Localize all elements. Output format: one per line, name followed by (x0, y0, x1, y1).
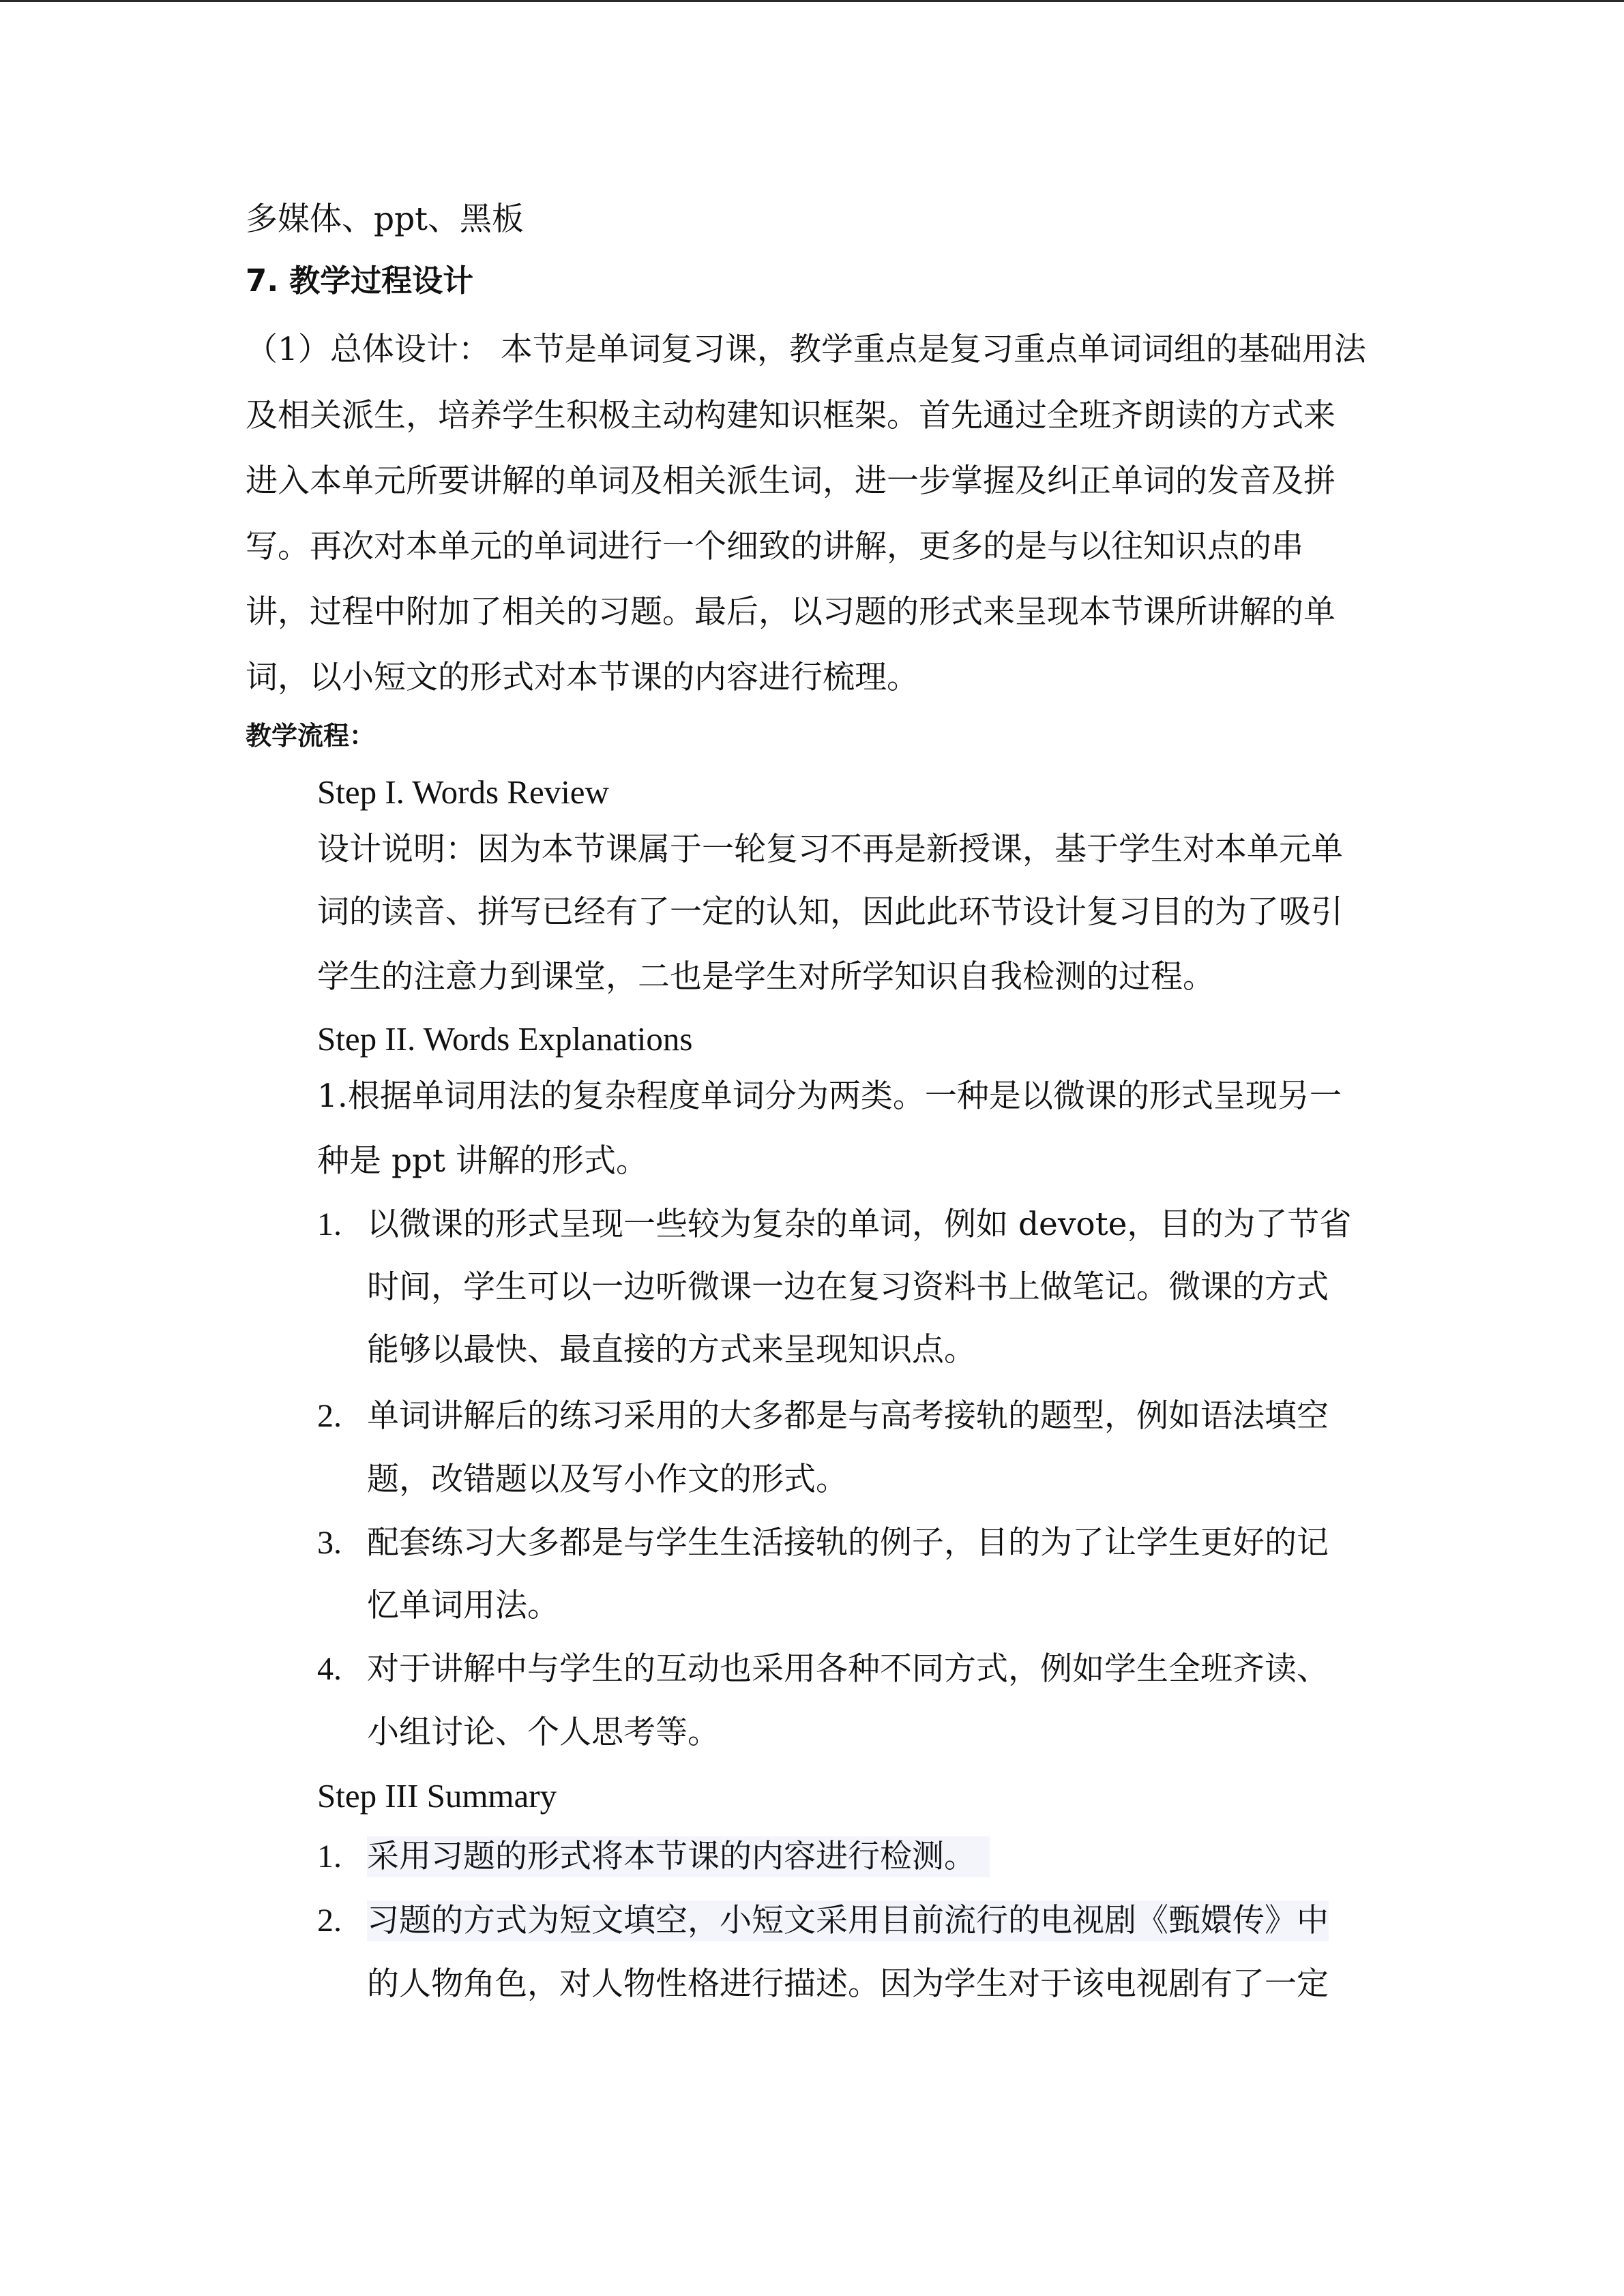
step2-item-4-line-1: 对于讲解中与学生的互动也采用各种不同方式，例如学生全班齐读、 (367, 1650, 1329, 1688)
step1-line-1: 设计说明：因为本节课属于一轮复习不再是新授课，基于学生对本单元单 (317, 831, 1343, 868)
media-line: 多媒体、ppt、黑板 (246, 200, 525, 238)
step2-item-4-number: 4. (317, 1651, 342, 1687)
step2-item-2-line-2: 题，改错题以及写小作文的形式。 (367, 1461, 848, 1498)
overall-design-line-6: 词，以小短文的形式对本节课的内容进行梳理。 (246, 659, 919, 696)
step2-item-1-line-3: 能够以最快、最直接的方式来呈现知识点。 (367, 1331, 976, 1369)
step2-intro-line-1: 1.根据单词用法的复杂程度单词分为两类。一种是以微课的形式呈现另一 (317, 1077, 1342, 1115)
overall-design-line-2: 及相关派生，培养学生积极主动构建知识框架。首先通过全班齐朗读的方式来 (246, 397, 1335, 434)
step2-item-2-line-1: 单词讲解后的练习采用的大多都是与高考接轨的题型，例如语法填空 (367, 1397, 1329, 1435)
overall-design-line-3: 进入本单元所要讲解的单词及相关派生词，进一步掌握及纠正单词的发音及拼 (246, 462, 1335, 500)
overall-design-line-1: （1）总体设计： 本节是单词复习课，教学重点是复习重点单词词组的基础用法 (246, 331, 1366, 368)
overall-design-line-4: 写。再次对本单元的单词进行一个细致的讲解，更多的是与以往知识点的串 (246, 528, 1303, 565)
step2-item-3-line-2: 忆单词用法。 (367, 1587, 559, 1624)
overall-design-line-5: 讲，过程中附加了相关的习题。最后，以习题的形式来呈现本节课所讲解的单 (246, 593, 1335, 631)
step2-item-2-number: 2. (317, 1398, 342, 1434)
step2-item-4-line-2: 小组讨论、个人思考等。 (367, 1714, 720, 1751)
step2-item-3-number: 3. (317, 1525, 342, 1561)
step2-intro-line-2: 种是 ppt 讲解的形式。 (317, 1142, 648, 1180)
step2-item-3-line-1: 配套练习大多都是与学生生活接轨的例子，目的为了让学生更好的记 (367, 1524, 1329, 1562)
flow-label: 教学流程： (246, 721, 376, 751)
step2-title: Step II. Words Explanations (317, 1020, 693, 1058)
step3-item-2-line-2: 的人物角色，对人物性格进行描述。因为学生对于该电视剧有了一定 (367, 1965, 1329, 2003)
step3-item-1-number: 1. (317, 1838, 342, 1875)
step3-title: Step III Summary (317, 1777, 557, 1815)
step3-item-1-line-1: 采用习题的形式将本节课的内容进行检测。 (367, 1836, 990, 1877)
step3-item-2-line-1: 习题的方式为短文填空，小短文采用目前流行的电视剧《甄嬛传》中 (367, 1900, 1329, 1941)
step1-line-2: 词的读音、拼写已经有了一定的认知，因此此环节设计复习目的为了吸引 (317, 893, 1343, 931)
section-title: 7. 教学过程设计 (246, 263, 474, 299)
step1-line-3: 学生的注意力到课堂，二也是学生对所学知识自我检测的过程。 (317, 958, 1215, 996)
step1-title: Step I. Words Review (317, 773, 609, 811)
step3-item-2-number: 2. (317, 1903, 342, 1939)
step2-item-1-line-1: 以微课的形式呈现一些较为复杂的单词，例如 devote，目的为了节省 (367, 1206, 1352, 1243)
step2-item-1-number: 1. (317, 1206, 342, 1242)
step2-item-1-line-2: 时间，学生可以一边听微课一边在复习资料书上做笔记。微课的方式 (367, 1268, 1329, 1306)
